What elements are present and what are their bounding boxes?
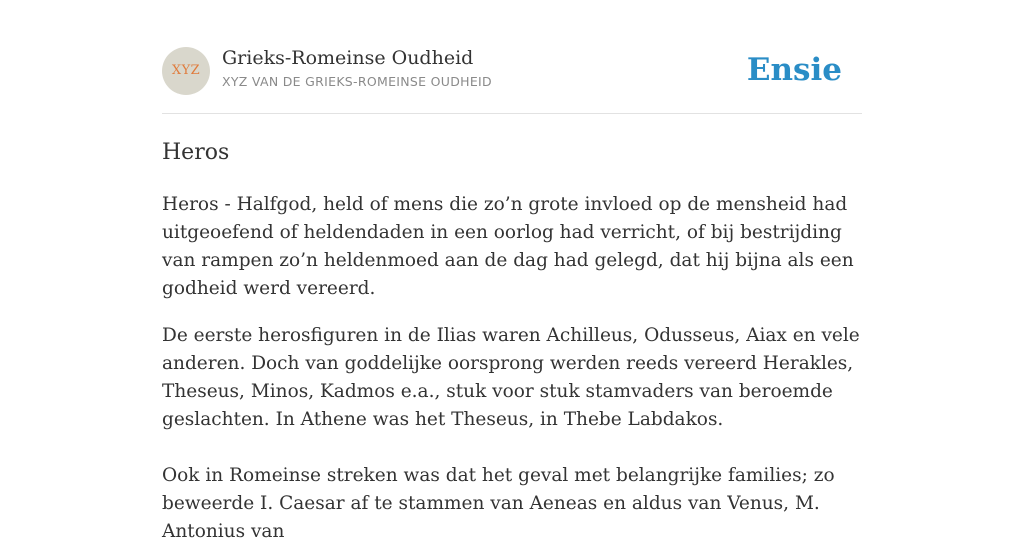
article-paragraph: De eerste herosfiguren in de Ilias waren Achilleus, Odusseus, Aiax en vele anderen. Doch van goddelijke oorsprong werden reeds vereerd Herakles, Theseus, Minos, Kadmos e.a., stuk voor stuk stamvaders van beroemde geslachten. In Athene was het Theseus, in Thebe Labdakos. Ook in Romeinse streken was dat het geval met belangrijke families; zo beweerde I. Caesar af te stammen van Aeneas en aldus van Venus, M. Antonius van	[162, 325, 860, 542]
page-title: Heros	[162, 140, 230, 165]
book-subtitle[interactable]: XYZ VAN DE GRIEKS-ROMEINSE OUDHEID	[222, 74, 492, 89]
article	[162, 138, 867, 546]
avatar[interactable]: XYZ	[162, 47, 210, 95]
brand-logo[interactable]: Ensie	[746, 52, 842, 88]
header	[162, 0, 862, 114]
article-paragraph: Heros - Halfgod, held of mens die zo’n grote invloed op de mensheid had uitgeoefend of heldendaden in een oorlog had verricht, of bij bestrijding van rampen zo’n heldenmoed aan de dag had gelegd, dat hij bijna als een godheid werd vereerd.	[162, 194, 854, 299]
book-title[interactable]: Grieks-Romeinse Oudheid	[222, 47, 474, 69]
book-info	[222, 46, 492, 89]
